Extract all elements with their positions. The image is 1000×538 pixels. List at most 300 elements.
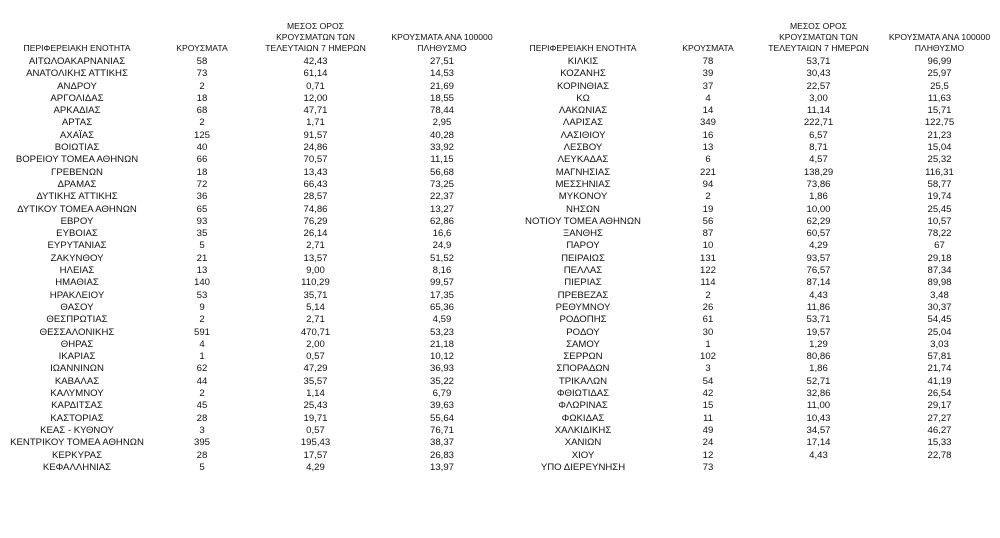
avg7-cell: 22,57 [806, 80, 831, 92]
table-row [2, 265, 505, 277]
header-avg7: ΜΕΣΟΣ ΟΡΟΣ ΚΡΟΥΣΜΑΤΩΝ ΤΩΝ ΤΕΛΕΥΤΑΙΩΝ 7 ΗΜΕΡΩΝ [768, 21, 869, 53]
per100k-cell: 99,57 [429, 277, 454, 289]
region-name-cell: ΝΟΤΙΟΥ ΤΟΜΕΑ ΑΘΗΝΩΝ [525, 215, 641, 227]
per100k-cell: 30,37 [927, 301, 952, 313]
avg7-cell: 35,71 [303, 289, 328, 301]
cases-cell: 349 [699, 117, 716, 129]
region-name-cell: ΠΕΙΡΑΙΩΣ [561, 252, 605, 264]
table-row [508, 388, 1000, 400]
table-row [2, 351, 505, 363]
table-row [508, 81, 1000, 93]
cases-cell: 93 [196, 215, 208, 227]
region-name-cell: ΧΙΟΥ [571, 449, 595, 461]
region-name-cell: ΔΥΤΙΚΗΣ ΑΤΤΙΚΗΣ [36, 191, 118, 203]
per100k-cell: 4,59 [432, 314, 452, 326]
cases-cell: 6 [705, 154, 711, 166]
cases-cell: 9 [199, 301, 205, 313]
cases-cell: 45 [196, 400, 208, 412]
avg7-cell: 2,71 [306, 314, 325, 326]
table-row [508, 216, 1000, 228]
region-name-cell: ΛΑΣΙΘΙΟΥ [560, 129, 606, 141]
avg7-cell: 110,29 [301, 277, 330, 289]
table-row [508, 154, 1000, 166]
avg7-cell: 0,57 [306, 351, 325, 363]
cases-cell: 125 [193, 129, 210, 141]
cases-cell: 44 [196, 375, 208, 387]
region-name-cell: ΘΑΣΟΥ [60, 301, 94, 313]
avg7-cell: 2,71 [306, 240, 325, 252]
cases-cell: 131 [699, 252, 716, 264]
region-name-cell: ΜΕΣΣΗΝΙΑΣ [555, 178, 611, 190]
table-row [508, 105, 1000, 117]
avg7-cell: 11,14 [806, 105, 831, 117]
avg7-cell: 11,86 [806, 301, 831, 313]
table-row [2, 154, 505, 166]
region-name-cell: ΠΑΡΟΥ [566, 240, 600, 252]
region-name-cell: ΑΝΔΡΟΥ [57, 80, 97, 92]
cases-cell: 26 [702, 301, 714, 313]
avg7-cell: 1,71 [306, 117, 325, 129]
table-row [2, 228, 505, 240]
region-name-cell: ΣΠΟΡΑΔΩΝ [556, 363, 610, 375]
cases-cell: 13 [702, 142, 714, 154]
avg7-cell: 52,71 [806, 375, 831, 387]
region-name-cell: ΡΟΔΟΥ [566, 326, 600, 338]
cases-cell: 28 [196, 412, 208, 424]
cases-cell: 5 [199, 461, 205, 473]
region-name-cell: ΥΠΟ ΔΙΕΡΕΥΝΗΣΗ [540, 461, 626, 473]
cases-cell: 73 [702, 461, 714, 473]
table-row [2, 327, 505, 339]
table-row [508, 413, 1000, 425]
per100k-cell: 78,22 [927, 228, 952, 240]
table-row [2, 290, 505, 302]
cases-cell: 42 [702, 388, 714, 400]
cases-cell: 65 [196, 203, 208, 215]
region-name-cell: ΛΕΣΒΟΥ [563, 142, 603, 154]
per100k-cell: 22,37 [429, 191, 454, 203]
per100k-cell: 19,74 [927, 191, 952, 203]
per100k-cell: 39,63 [429, 400, 454, 412]
avg7-cell: 91,57 [303, 129, 328, 141]
per100k-cell: 33,92 [429, 142, 454, 154]
per100k-cell: 25,5 [930, 80, 949, 92]
table-row [508, 191, 1000, 203]
per100k-cell: 2,95 [432, 117, 452, 129]
table-row [2, 253, 505, 265]
per100k-cell: 78,44 [429, 105, 454, 117]
cases-cell: 2 [199, 388, 205, 400]
per100k-cell: 96,99 [927, 56, 952, 67]
avg7-cell: 5,14 [306, 301, 325, 313]
cases-cell: 39 [702, 68, 714, 80]
per100k-cell: 15,71 [927, 105, 952, 117]
cases-cell: 19 [702, 203, 714, 215]
region-name-cell: ΠΕΛΛΑΣ [563, 265, 603, 277]
table-row [508, 277, 1000, 289]
per100k-cell: 21,23 [927, 129, 952, 141]
per100k-cell: 46,27 [927, 424, 952, 436]
table-row [2, 105, 505, 117]
left-cases-table [2, 14, 505, 474]
table-row [2, 425, 505, 437]
table-row [2, 216, 505, 228]
per100k-cell: 18,55 [429, 92, 454, 104]
avg7-cell: 195,43 [300, 437, 331, 449]
right-cases-table [508, 14, 1000, 474]
avg7-cell: 17,57 [303, 449, 328, 461]
avg7-cell: 26,14 [303, 228, 328, 240]
cases-cell: 87 [702, 228, 714, 240]
table-row [2, 413, 505, 425]
table-row [2, 93, 505, 105]
table-row [508, 240, 1000, 252]
per100k-cell: 116,31 [925, 166, 954, 178]
per100k-cell: 21,69 [429, 80, 454, 92]
per100k-cell: 29,18 [927, 252, 952, 264]
avg7-cell: 4,43 [809, 449, 828, 461]
avg7-cell: 0,57 [306, 424, 325, 436]
table-row [508, 253, 1000, 265]
avg7-cell [758, 462, 879, 474]
table-row [2, 142, 505, 154]
region-name-cell: ΒΟΙΩΤΙΑΣ [54, 142, 100, 154]
region-name-cell: ΦΘΙΩΤΙΔΑΣ [556, 388, 610, 400]
table-row [508, 327, 1000, 339]
region-name-cell: ΒΟΡΕΙΟΥ ΤΟΜΕΑ ΑΘΗΝΩΝ [15, 154, 139, 166]
table-row [2, 462, 505, 474]
per100k-cell: 11,63 [927, 92, 952, 104]
avg7-cell: 74,86 [303, 203, 328, 215]
avg7-cell: 28,57 [303, 191, 328, 203]
table-row [508, 302, 1000, 314]
per100k-cell: 17,35 [429, 289, 454, 301]
header-cases: ΚΡΟΥΣΜΑΤΑ [176, 43, 228, 53]
cases-cell: 35 [196, 228, 208, 240]
cases-cell: 221 [699, 166, 716, 178]
cases-cell: 66 [196, 154, 208, 166]
region-name-cell: ΑΡΤΑΣ [61, 117, 93, 129]
per100k-cell: 25,97 [927, 68, 952, 80]
avg7-cell: 66,43 [303, 178, 328, 190]
avg7-cell: 25,43 [303, 400, 328, 412]
cases-cell: 18 [196, 92, 208, 104]
region-name-cell: ΧΑΝΙΩΝ [564, 437, 602, 449]
region-name-cell: ΚΑΣΤΟΡΙΑΣ [50, 412, 104, 424]
avg7-cell: 6,57 [809, 129, 828, 141]
cases-cell: 53 [196, 289, 208, 301]
region-name-cell: ΣΕΡΡΩΝ [563, 351, 603, 363]
right-table-body [508, 56, 1000, 474]
cases-cell: 62 [196, 363, 208, 375]
table-row [2, 167, 505, 179]
per100k-cell: 15,04 [927, 142, 952, 154]
cases-cell: 24 [702, 437, 714, 449]
table-row [2, 376, 505, 388]
cases-cell: 36 [196, 191, 208, 203]
table-row [2, 81, 505, 93]
cases-cell: 4 [199, 338, 205, 350]
avg7-cell: 222,71 [803, 117, 834, 129]
cases-cell: 16 [702, 129, 714, 141]
region-name-cell: ΛΕΥΚΑΔΑΣ [557, 154, 609, 166]
table-row [508, 462, 1000, 474]
region-name-cell: ΑΝΑΤΟΛΙΚΗΣ ΑΤΤΙΚΗΣ [26, 68, 128, 80]
per100k-cell: 122,75 [924, 117, 955, 129]
per100k-cell: 62,86 [429, 215, 454, 227]
table-row [508, 167, 1000, 179]
table-row [2, 56, 505, 68]
per100k-cell: 21,74 [927, 363, 952, 375]
region-name-cell: ΕΥΡΥΤΑΝΙΑΣ [47, 240, 107, 252]
region-name-cell: ΙΚΑΡΙΑΣ [58, 351, 96, 363]
region-name-cell: ΠΡΕΒΕΖΑΣ [557, 289, 609, 301]
per100k-cell: 58,77 [927, 178, 952, 190]
region-name-cell: ΚΕΦΑΛΛΗΝΙΑΣ [42, 461, 112, 473]
table-row [2, 302, 505, 314]
table-row [2, 363, 505, 375]
avg7-cell: 10,43 [806, 412, 831, 424]
left-table-body [2, 56, 505, 474]
per100k-cell: 76,71 [429, 424, 454, 436]
region-name-cell: ΘΕΣΠΡΩΤΙΑΣ [46, 314, 108, 326]
cases-cell: 4 [705, 92, 711, 104]
region-name-cell: ΚΩ [576, 92, 590, 104]
avg7-cell: 76,29 [303, 215, 328, 227]
region-name-cell: ΗΜΑΘΙΑΣ [55, 277, 99, 289]
region-name-cell: ΦΛΩΡΙΝΑΣ [558, 400, 608, 412]
region-name-cell: ΑΙΤΩΛΟΑΚΑΡΝΑΝΙΑΣ [28, 56, 126, 67]
per100k-cell: 29,17 [927, 400, 952, 412]
cases-cell: 5 [199, 240, 205, 252]
region-name-cell: ΚΑΛΥΜΝΟΥ [50, 388, 104, 400]
avg7-cell: 19,71 [303, 412, 328, 424]
cases-cell: 591 [193, 326, 210, 338]
per100k-cell: 26,83 [429, 449, 454, 461]
per100k-cell: 8,16 [432, 265, 452, 277]
avg7-cell: 1,14 [306, 388, 325, 400]
cases-cell: 72 [196, 178, 208, 190]
table-row [508, 68, 1000, 80]
table-row [508, 400, 1000, 412]
avg7-cell: 11,00 [806, 400, 831, 412]
per100k-cell: 38,37 [429, 437, 454, 449]
header-region: ΠΕΡΙΦΕΡΕΙΑΚΗ ΕΝΟΤΗΤΑ [529, 43, 637, 53]
avg7-cell: 93,57 [806, 252, 831, 264]
avg7-cell: 87,14 [806, 277, 831, 289]
per100k-cell: 67 [934, 240, 945, 252]
table-row [508, 265, 1000, 277]
cases-cell: 61 [702, 314, 714, 326]
avg7-cell: 4,29 [306, 461, 325, 473]
cases-cell: 3 [199, 424, 205, 436]
per100k-cell: 65,36 [429, 301, 454, 313]
per100k-cell: 10,57 [927, 215, 952, 227]
avg7-cell: 19,57 [806, 326, 831, 338]
avg7-cell: 70,57 [303, 154, 328, 166]
region-name-cell: ΚΟΖΑΝΗΣ [560, 68, 606, 80]
cases-cell: 40 [196, 142, 208, 154]
region-name-cell: ΡΕΘΥΜΝΟΥ [555, 301, 611, 313]
region-name-cell: ΖΑΚΥΝΘΟΥ [50, 252, 104, 264]
per100k-cell: 11,15 [430, 154, 454, 166]
table-row [508, 437, 1000, 449]
region-name-cell: ΤΡΙΚΑΛΩΝ [558, 375, 608, 387]
table-row [2, 450, 505, 462]
table-row [508, 93, 1000, 105]
region-name-cell: ΝΗΣΩΝ [566, 203, 600, 215]
cases-cell: 2 [199, 80, 205, 92]
per100k-cell: 25,45 [927, 203, 952, 215]
table-row [2, 191, 505, 203]
avg7-cell: 60,57 [806, 228, 831, 240]
per100k-cell: 57,81 [927, 351, 952, 363]
cases-cell: 11 [703, 412, 713, 424]
region-name-cell: ΑΡΓΟΛΙΔΑΣ [50, 92, 104, 104]
cases-cell: 56 [702, 215, 714, 227]
cases-cell: 37 [702, 80, 714, 92]
region-name-cell: ΓΡΕΒΕΝΩΝ [51, 166, 103, 178]
per100k-cell: 53,23 [429, 326, 454, 338]
cases-cell: 28 [196, 449, 208, 461]
avg7-cell: 12,00 [303, 92, 328, 104]
cases-cell: 30 [702, 326, 714, 338]
avg7-cell: 8,71 [809, 142, 828, 154]
avg7-cell: 80,86 [806, 351, 831, 363]
region-name-cell: ΗΛΕΙΑΣ [59, 265, 95, 277]
region-name-cell: ΚΙΛΚΙΣ [567, 56, 599, 67]
table-row [2, 204, 505, 216]
table-row [2, 240, 505, 252]
cases-cell: 78 [702, 56, 714, 67]
table-row [2, 388, 505, 400]
avg7-cell: 61,14 [303, 68, 328, 80]
avg7-cell: 24,86 [303, 142, 328, 154]
per100k-cell: 3,03 [930, 338, 949, 350]
cases-cell: 122 [699, 265, 716, 277]
header-region: ΠΕΡΙΦΕΡΕΙΑΚΗ ΕΝΟΤΗΤΑ [23, 43, 131, 53]
region-name-cell: ΚΕΝΤΡΙΚΟΥ ΤΟΜΕΑ ΑΘΗΝΩΝ [10, 437, 144, 449]
table-row [508, 314, 1000, 326]
avg7-cell: 34,57 [806, 424, 831, 436]
table-row [508, 376, 1000, 388]
region-name-cell: ΣΑΜΟΥ [566, 338, 600, 350]
per100k-cell: 22,78 [927, 449, 952, 461]
per100k-cell: 15,33 [927, 437, 952, 449]
header-avg7: ΜΕΣΟΣ ΟΡΟΣ ΚΡΟΥΣΜΑΤΩΝ ΤΩΝ ΤΕΛΕΥΤΑΙΩΝ 7 ΗΜΕΡΩΝ [265, 21, 366, 53]
avg7-cell: 1,86 [809, 191, 828, 203]
header-per100k: ΚΡΟΥΣΜΑΤΑ ΑΝΑ 100000 ΠΛΗΘΥΣΜΟ [391, 32, 493, 53]
cases-cell: 73 [196, 68, 208, 80]
table-row [508, 339, 1000, 351]
per100k-cell: 13,97 [429, 461, 454, 473]
cases-cell: 140 [193, 277, 210, 289]
cases-cell: 12 [702, 449, 714, 461]
cases-cell: 14 [702, 105, 714, 117]
table-row [2, 400, 505, 412]
region-name-cell: ΕΒΡΟΥ [60, 215, 94, 227]
avg7-cell: 470,71 [300, 326, 331, 338]
avg7-cell: 73,86 [806, 178, 831, 190]
avg7-cell: 4,57 [809, 154, 828, 166]
table-row [508, 351, 1000, 363]
per100k-cell: 54,45 [927, 314, 952, 326]
per100k-cell: 27,27 [927, 412, 952, 424]
per100k-cell: 25,32 [927, 154, 952, 166]
per100k-cell: 73,25 [429, 178, 454, 190]
avg7-cell: 4,43 [809, 289, 828, 301]
region-name-cell: ΚΑΒΑΛΑΣ [54, 375, 100, 387]
table-row [2, 437, 505, 449]
region-name-cell: ΜΥΚΟΝΟΥ [558, 191, 608, 203]
per100k-cell: 87,34 [927, 265, 952, 277]
avg7-cell: 53,71 [806, 56, 831, 67]
region-name-cell: ΡΟΔΟΠΗΣ [559, 314, 607, 326]
avg7-cell: 42,43 [303, 56, 328, 67]
per100k-cell [879, 462, 1000, 474]
table-row [508, 290, 1000, 302]
table-header-row [508, 14, 1000, 56]
region-name-cell: ΚΟΡΙΝΘΙΑΣ [556, 80, 610, 92]
cases-cell: 102 [699, 351, 716, 363]
per100k-cell: 13,27 [429, 203, 454, 215]
table-row [508, 228, 1000, 240]
per100k-cell: 41,19 [927, 375, 952, 387]
per100k-cell: 89,98 [927, 277, 952, 289]
table-row [2, 130, 505, 142]
region-name-cell: ΗΡΑΚΛΕΙΟΥ [49, 289, 105, 301]
cases-cell: 58 [196, 56, 208, 67]
per100k-cell: 36,93 [429, 363, 454, 375]
region-name-cell: ΘΕΣΣΑΛΟΝΙΚΗΣ [39, 326, 115, 338]
cases-cell: 49 [702, 424, 714, 436]
avg7-cell: 0,71 [306, 80, 325, 92]
per100k-cell: 35,22 [429, 375, 454, 387]
cases-cell: 2 [705, 191, 711, 203]
table-row [508, 204, 1000, 216]
avg7-cell: 1,29 [809, 338, 828, 350]
per100k-cell: 40,28 [429, 129, 454, 141]
cases-cell: 68 [196, 105, 208, 117]
cases-cell: 2 [705, 289, 711, 301]
region-name-cell: ΞΑΝΘΗΣ [563, 228, 603, 240]
region-name-cell: ΠΙΕΡΙΑΣ [564, 277, 602, 289]
avg7-cell: 4,29 [809, 240, 828, 252]
avg7-cell: 13,43 [303, 166, 328, 178]
cases-cell: 15 [702, 400, 714, 412]
cases-cell: 21 [196, 252, 208, 264]
table-row [508, 363, 1000, 375]
per100k-cell: 24,9 [432, 240, 452, 252]
per100k-cell: 56,68 [429, 166, 454, 178]
region-name-cell: ΜΑΓΝΗΣΙΑΣ [555, 166, 611, 178]
avg7-cell: 47,29 [303, 363, 328, 375]
region-name-cell: ΙΩΑΝΝΙΝΩΝ [50, 363, 104, 375]
per100k-cell: 26,54 [927, 388, 952, 400]
cases-cell: 10 [702, 240, 714, 252]
cases-cell: 2 [199, 314, 205, 326]
cases-cell: 94 [702, 178, 714, 190]
region-name-cell: ΑΡΚΑΔΙΑΣ [53, 105, 101, 117]
region-name-cell: ΕΥΒΟΙΑΣ [56, 228, 98, 240]
avg7-cell: 32,86 [806, 388, 831, 400]
cases-cell: 114 [700, 277, 716, 289]
table-row [508, 142, 1000, 154]
per100k-cell: 10,12 [429, 351, 454, 363]
per100k-cell: 14,53 [429, 68, 454, 80]
per100k-cell: 3,48 [930, 289, 949, 301]
table-row [2, 179, 505, 191]
